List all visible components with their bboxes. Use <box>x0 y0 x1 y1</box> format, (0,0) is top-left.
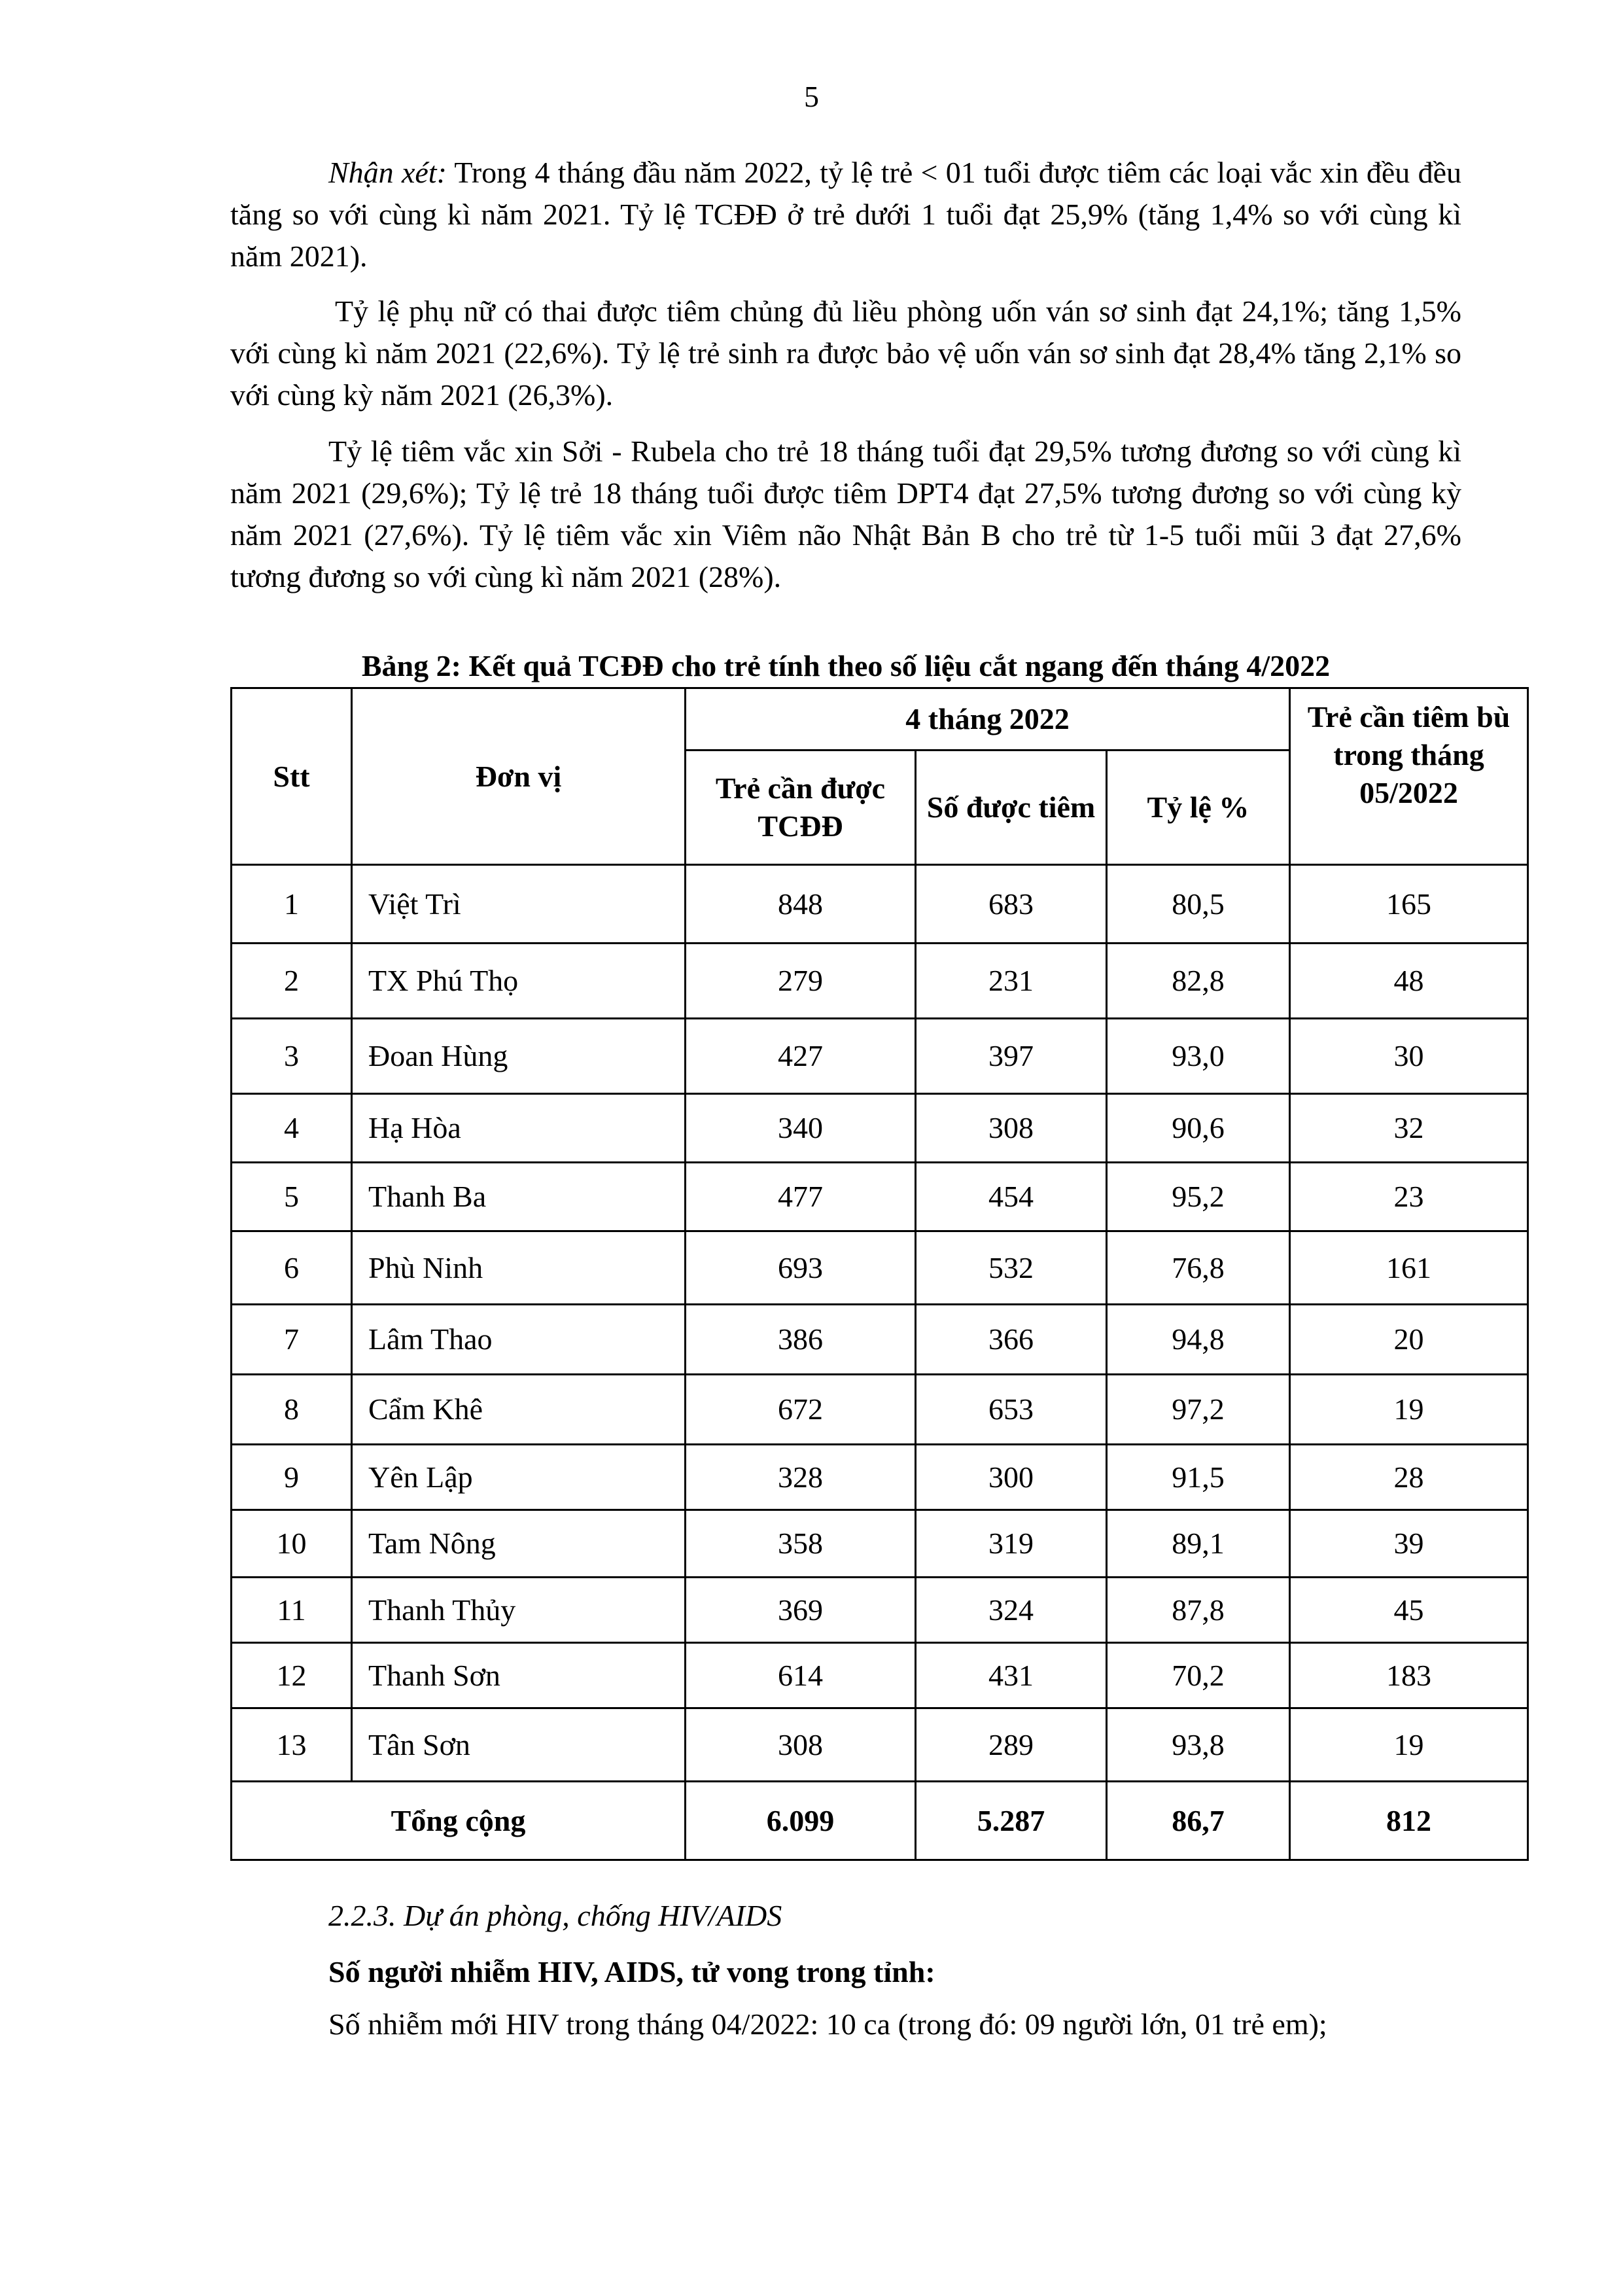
total-done: 5.287 <box>916 1782 1107 1860</box>
cell-stt: 10 <box>232 1510 352 1578</box>
cell-unit: Thanh Sơn <box>352 1643 686 1708</box>
cell-stt: 5 <box>232 1163 352 1231</box>
cell-stt: 12 <box>232 1643 352 1708</box>
header-group: 4 tháng 2022 <box>686 688 1290 751</box>
cell-done: 324 <box>916 1578 1107 1643</box>
table-row <box>232 1445 1528 1510</box>
cell-stt: 13 <box>232 1708 352 1782</box>
cell-need: 279 <box>686 944 916 1019</box>
cell-need: 369 <box>686 1578 916 1643</box>
cell-stt: 7 <box>232 1305 352 1375</box>
cell-rate: 89,1 <box>1107 1510 1290 1578</box>
cell-rate: 82,8 <box>1107 944 1290 1019</box>
cell-unit: Việt Trì <box>352 865 686 944</box>
cell-stt: 11 <box>232 1578 352 1643</box>
cell-done: 319 <box>916 1510 1107 1578</box>
cell-catchup: 30 <box>1290 1019 1528 1094</box>
table-row <box>232 1305 1528 1375</box>
cell-done: 397 <box>916 1019 1107 1094</box>
cell-rate: 94,8 <box>1107 1305 1290 1375</box>
cell-unit: Thanh Thủy <box>352 1578 686 1643</box>
paragraph-measles-rubella <box>230 431 1461 598</box>
cell-unit: Hạ Hòa <box>352 1094 686 1163</box>
cell-unit: Tân Sơn <box>352 1708 686 1782</box>
cell-rate: 97,2 <box>1107 1375 1290 1445</box>
cell-done: 454 <box>916 1163 1107 1231</box>
cell-catchup: 48 <box>1290 944 1528 1019</box>
page-number: 5 <box>804 80 819 113</box>
table-row <box>232 1094 1528 1163</box>
cell-stt: 9 <box>232 1445 352 1510</box>
header-catchup: Trẻ cần tiêm bù trong tháng 05/2022 <box>1290 688 1528 865</box>
header-done: Số được tiêm <box>916 751 1107 865</box>
remark-text: Trong 4 tháng đầu năm 2022, tỷ lệ trẻ < 01 tuổi được tiêm các loại vắc xin đều đều tăng so với cùng kì năm 2021. Tỷ lệ TCĐĐ ở trẻ dưới 1 tuổi đạt 25,9% (tăng 1,4% so với cùng kì năm 2021). <box>230 156 1461 273</box>
cell-need: 614 <box>686 1643 916 1708</box>
cell-catchup: 19 <box>1290 1708 1528 1782</box>
table-caption: Bảng 2: Kết quả TCĐĐ cho trẻ tính theo số liệu cắt ngang đến tháng 4/2022 <box>361 649 1331 682</box>
cell-done: 431 <box>916 1643 1107 1708</box>
header-stt: Stt <box>232 688 352 865</box>
cell-done: 532 <box>916 1231 1107 1305</box>
cell-rate: 93,8 <box>1107 1708 1290 1782</box>
cell-rate: 90,6 <box>1107 1094 1290 1163</box>
cell-done: 308 <box>916 1094 1107 1163</box>
cell-done: 231 <box>916 944 1107 1019</box>
cell-need: 693 <box>686 1231 916 1305</box>
cell-need: 848 <box>686 865 916 944</box>
cell-rate: 70,2 <box>1107 1643 1290 1708</box>
section-heading: 2.2.3. Dự án phòng, chống HIV/AIDS <box>328 1899 782 1932</box>
cell-catchup: 165 <box>1290 865 1528 944</box>
cell-unit: TX Phú Thọ <box>352 944 686 1019</box>
cell-need: 672 <box>686 1375 916 1445</box>
cell-need: 308 <box>686 1708 916 1782</box>
cell-catchup: 20 <box>1290 1305 1528 1375</box>
cell-catchup: 161 <box>1290 1231 1528 1305</box>
header-unit: Đơn vị <box>352 688 686 865</box>
header-rate: Tỷ lệ % <box>1107 751 1290 865</box>
cell-unit: Tam Nông <box>352 1510 686 1578</box>
table-row <box>232 1375 1528 1445</box>
cell-unit: Phù Ninh <box>352 1231 686 1305</box>
cell-stt: 1 <box>232 865 352 944</box>
cell-need: 477 <box>686 1163 916 1231</box>
cell-unit: Thanh Ba <box>352 1163 686 1231</box>
paragraph-text: Tỷ lệ phụ nữ có thai được tiêm chủng đủ liều phòng uốn ván sơ sinh đạt 24,1%; tăng 1,5% với cùng kì năm 2021 (22,6%). Tỷ lệ trẻ sinh ra được bảo vệ uốn ván sơ sinh đạt 28,4% tăng 2,1% so với cùng kỳ năm 2021 (26,3%). <box>230 294 1461 412</box>
cell-unit: Lâm Thao <box>352 1305 686 1375</box>
cell-catchup: 28 <box>1290 1445 1528 1510</box>
cell-need: 340 <box>686 1094 916 1163</box>
header-need: Trẻ cần được TCĐĐ <box>686 751 916 865</box>
cell-catchup: 45 <box>1290 1578 1528 1643</box>
table-row <box>232 1019 1528 1094</box>
total-rate: 86,7 <box>1107 1782 1290 1860</box>
table-row <box>232 1578 1528 1643</box>
cell-unit: Cẩm Khê <box>352 1375 686 1445</box>
table-row <box>232 944 1528 1019</box>
cell-catchup: 19 <box>1290 1375 1528 1445</box>
cell-unit: Yên Lập <box>352 1445 686 1510</box>
table-row <box>232 865 1528 944</box>
total-need: 6.099 <box>686 1782 916 1860</box>
remark-lead: Nhận xét: <box>328 156 447 189</box>
cell-done: 289 <box>916 1708 1107 1782</box>
paragraph-pregnant-women <box>230 291 1461 416</box>
table-row <box>232 1163 1528 1231</box>
cell-done: 653 <box>916 1375 1107 1445</box>
total-row <box>232 1782 1528 1860</box>
cell-stt: 3 <box>232 1019 352 1094</box>
cell-done: 683 <box>916 865 1107 944</box>
paragraph-hiv <box>230 2004 1461 2045</box>
cell-rate: 95,2 <box>1107 1163 1290 1231</box>
cell-stt: 6 <box>232 1231 352 1305</box>
cell-rate: 87,8 <box>1107 1578 1290 1643</box>
cell-need: 427 <box>686 1019 916 1094</box>
table-row <box>232 1708 1528 1782</box>
total-label: Tổng cộng <box>232 1782 686 1860</box>
table-row <box>232 1231 1528 1305</box>
cell-catchup: 39 <box>1290 1510 1528 1578</box>
vaccination-table <box>230 687 1529 1861</box>
table-row <box>232 1510 1528 1578</box>
paragraph-text: Số nhiễm mới HIV trong tháng 04/2022: 10 ca (trong đó: 09 người lớn, 01 trẻ em); <box>328 2007 1327 2041</box>
cell-rate: 93,0 <box>1107 1019 1290 1094</box>
cell-need: 358 <box>686 1510 916 1578</box>
cell-rate: 91,5 <box>1107 1445 1290 1510</box>
cell-catchup: 23 <box>1290 1163 1528 1231</box>
cell-done: 300 <box>916 1445 1107 1510</box>
cell-rate: 76,8 <box>1107 1231 1290 1305</box>
total-catchup: 812 <box>1290 1782 1528 1860</box>
cell-stt: 8 <box>232 1375 352 1445</box>
cell-need: 386 <box>686 1305 916 1375</box>
cell-rate: 80,5 <box>1107 865 1290 944</box>
cell-done: 366 <box>916 1305 1107 1375</box>
paragraph-remark <box>230 152 1461 277</box>
cell-need: 328 <box>686 1445 916 1510</box>
header-row-top <box>232 688 1528 751</box>
cell-stt: 2 <box>232 944 352 1019</box>
paragraph-text: Tỷ lệ tiêm vắc xin Sởi - Rubela cho trẻ 18 tháng tuổi đạt 29,5% tương đương so với cùng kì năm 2021 (29,6%); Tỷ lệ trẻ 18 tháng tuổi được tiêm DPT4 đạt 27,5% tương đương so với cùng kỳ năm 2021 (27,6%). Tỷ lệ tiêm vắc xin Viêm não Nhật Bản B cho trẻ từ 1-5 tuổi mũi 3 đạt 27,6% tương đương so với cùng kì năm 2021 (28%). <box>230 434 1461 593</box>
cell-catchup: 32 <box>1290 1094 1528 1163</box>
hiv-heading: Số người nhiễm HIV, AIDS, tử vong trong tỉnh: <box>328 1955 935 1988</box>
table-row <box>232 1643 1528 1708</box>
cell-catchup: 183 <box>1290 1643 1528 1708</box>
cell-stt: 4 <box>232 1094 352 1163</box>
cell-unit: Đoan Hùng <box>352 1019 686 1094</box>
